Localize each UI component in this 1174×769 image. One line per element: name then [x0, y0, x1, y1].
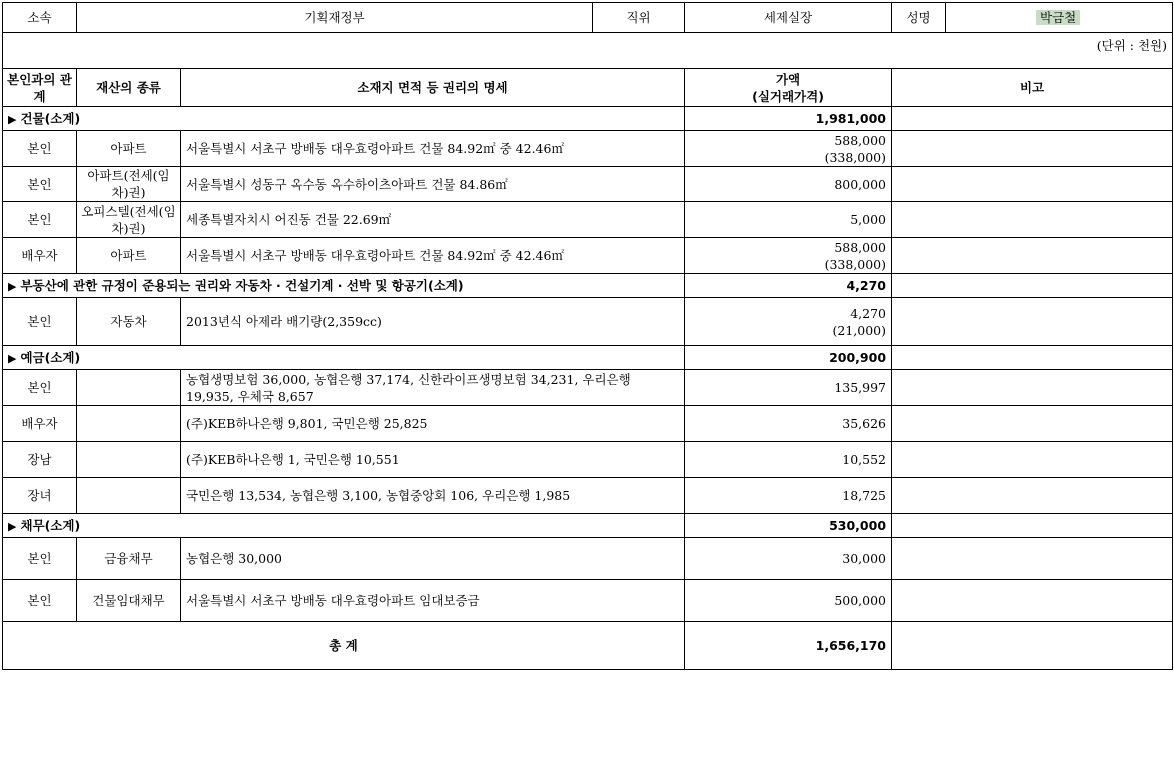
relation-cell: 본인 — [3, 370, 77, 406]
unit-row — [3, 33, 1173, 69]
section-title — [3, 514, 685, 538]
detail-cell: (주)KEB하나은행 9,801, 국민은행 25,825 — [181, 406, 685, 442]
asset-row — [3, 131, 1173, 167]
remark-cell — [892, 238, 1173, 274]
asset-row — [3, 202, 1173, 238]
position-label: 직위 — [593, 3, 685, 33]
relation-cell: 장녀 — [3, 478, 77, 514]
section-row — [3, 514, 1173, 538]
value-main: 588,000 — [834, 239, 887, 255]
detail-cell: (주)KEB하나은행 1, 국민은행 10,551 — [181, 442, 685, 478]
triangle-icon: ▶ — [8, 519, 17, 533]
name-value: 박금철 — [1036, 10, 1080, 25]
section-title — [3, 274, 685, 298]
value-cell — [685, 370, 892, 406]
col-detail-header: 소재지 면적 등 권리의 명세 — [181, 69, 685, 107]
value-cell — [685, 478, 892, 514]
asset-row — [3, 442, 1173, 478]
relation-cell: 본인 — [3, 202, 77, 238]
relation-cell: 본인 — [3, 298, 77, 346]
asset-row — [3, 406, 1173, 442]
value-main: 800,000 — [834, 176, 887, 192]
section-title — [3, 346, 685, 370]
value-cell — [685, 167, 892, 202]
price-header-line1: 가액 — [775, 71, 801, 87]
asset-row — [3, 478, 1173, 514]
section-title-text: 부동산에 관한 규정이 준용되는 권리와 자동차 · 건설기계 · 선박 및 항공기(소계) — [20, 277, 464, 293]
section-row — [3, 346, 1173, 370]
value-main: 18,725 — [842, 488, 887, 503]
value-sub: (338,000) — [824, 149, 887, 165]
section-remark — [892, 514, 1173, 538]
triangle-icon: ▶ — [8, 351, 17, 365]
section-subtotal: 1,981,000 — [685, 107, 892, 131]
kind-cell — [77, 370, 181, 406]
price-header-line2: (실거래가격) — [752, 88, 824, 104]
section-title-text: 건물(소계) — [20, 110, 81, 126]
kind-cell — [77, 478, 181, 514]
remark-cell — [892, 167, 1173, 202]
kind-cell: 건물임대채무 — [77, 580, 181, 622]
col-relation-header: 본인과의 관계 — [3, 69, 77, 107]
value-main: 588,000 — [834, 132, 887, 148]
kind-cell — [77, 406, 181, 442]
section-row — [3, 274, 1173, 298]
value-cell — [685, 131, 892, 167]
value-cell — [685, 442, 892, 478]
name-cell — [946, 3, 1173, 33]
triangle-icon: ▶ — [8, 279, 17, 293]
value-main: 5,000 — [850, 212, 887, 227]
remark-cell — [892, 202, 1173, 238]
value-cell — [685, 238, 892, 274]
detail-cell: 농협은행 30,000 — [181, 538, 685, 580]
detail-cell: 서울특별시 성동구 옥수동 옥수하이츠아파트 건물 84.86㎡ — [181, 167, 685, 202]
header-info-row — [3, 3, 1173, 33]
total-value: 1,656,170 — [685, 622, 892, 670]
detail-cell: 국민은행 13,534, 농협은행 3,100, 농협중앙회 106, 우리은행 1,985 — [181, 478, 685, 514]
section-row — [3, 107, 1173, 131]
kind-cell: 아파트(전세(임차)권) — [77, 167, 181, 202]
kind-cell: 오피스텔(전세(임차)권) — [77, 202, 181, 238]
asset-declaration-table — [2, 2, 1173, 670]
relation-cell: 배우자 — [3, 238, 77, 274]
unit-note: (단위 : 천원) — [3, 33, 1173, 69]
triangle-icon: ▶ — [8, 112, 17, 126]
remark-cell — [892, 538, 1173, 580]
position-value: 세제실장 — [685, 3, 892, 33]
remark-cell — [892, 406, 1173, 442]
value-main: 35,626 — [842, 416, 887, 431]
section-subtotal: 4,270 — [685, 274, 892, 298]
remark-cell — [892, 131, 1173, 167]
asset-row — [3, 370, 1173, 406]
value-main: 10,552 — [842, 452, 887, 467]
section-title — [3, 107, 685, 131]
relation-cell: 본인 — [3, 167, 77, 202]
detail-cell: 세종특별자치시 어진동 건물 22.69㎡ — [181, 202, 685, 238]
detail-cell: 농협생명보험 36,000, 농협은행 37,174, 신한라이프생명보험 34,231, 우리은행 19,935, 우체국 8,657 — [181, 370, 685, 406]
value-main: 4,270 — [850, 305, 887, 321]
column-header-row — [3, 69, 1173, 107]
remark-cell — [892, 442, 1173, 478]
value-cell — [685, 580, 892, 622]
col-remark-header: 비고 — [892, 69, 1173, 107]
value-cell — [685, 538, 892, 580]
section-title-text: 채무(소계) — [20, 517, 81, 533]
detail-cell: 서울특별시 서초구 방배동 대우효령아파트 건물 84.92㎡ 중 42.46㎡ — [181, 238, 685, 274]
relation-cell: 본인 — [3, 538, 77, 580]
kind-cell: 자동차 — [77, 298, 181, 346]
remark-cell — [892, 298, 1173, 346]
affiliation-value: 기획재정부 — [77, 3, 593, 33]
value-main: 500,000 — [834, 593, 887, 608]
value-cell — [685, 298, 892, 346]
detail-cell: 2013년식 아제라 배기량(2,359cc) — [181, 298, 685, 346]
detail-cell: 서울특별시 서초구 방배동 대우효령아파트 건물 84.92㎡ 중 42.46㎡ — [181, 131, 685, 167]
section-remark — [892, 107, 1173, 131]
value-main: 135,997 — [834, 380, 887, 395]
total-row — [3, 622, 1173, 670]
remark-cell — [892, 478, 1173, 514]
value-sub: (338,000) — [824, 256, 887, 272]
col-kind-header: 재산의 종류 — [77, 69, 181, 107]
relation-cell: 배우자 — [3, 406, 77, 442]
remark-cell — [892, 580, 1173, 622]
asset-row — [3, 580, 1173, 622]
asset-row — [3, 298, 1173, 346]
value-cell — [685, 406, 892, 442]
section-subtotal: 530,000 — [685, 514, 892, 538]
total-remark — [892, 622, 1173, 670]
asset-row — [3, 167, 1173, 202]
value-main: 30,000 — [842, 551, 887, 566]
affiliation-label: 소속 — [3, 3, 77, 33]
kind-cell: 아파트 — [77, 238, 181, 274]
value-cell — [685, 202, 892, 238]
col-price-header — [685, 69, 892, 107]
remark-cell — [892, 370, 1173, 406]
asset-row — [3, 538, 1173, 580]
total-label: 총 계 — [3, 622, 685, 670]
value-sub: (21,000) — [832, 322, 887, 338]
section-title-text: 예금(소계) — [20, 349, 81, 365]
section-subtotal: 200,900 — [685, 346, 892, 370]
kind-cell: 금융채무 — [77, 538, 181, 580]
relation-cell: 장남 — [3, 442, 77, 478]
section-remark — [892, 274, 1173, 298]
name-label: 성명 — [892, 3, 946, 33]
asset-row — [3, 238, 1173, 274]
kind-cell: 아파트 — [77, 131, 181, 167]
section-remark — [892, 346, 1173, 370]
relation-cell: 본인 — [3, 580, 77, 622]
detail-cell: 서울특별시 서초구 방배동 대우효령아파트 임대보증금 — [181, 580, 685, 622]
relation-cell: 본인 — [3, 131, 77, 167]
kind-cell — [77, 442, 181, 478]
